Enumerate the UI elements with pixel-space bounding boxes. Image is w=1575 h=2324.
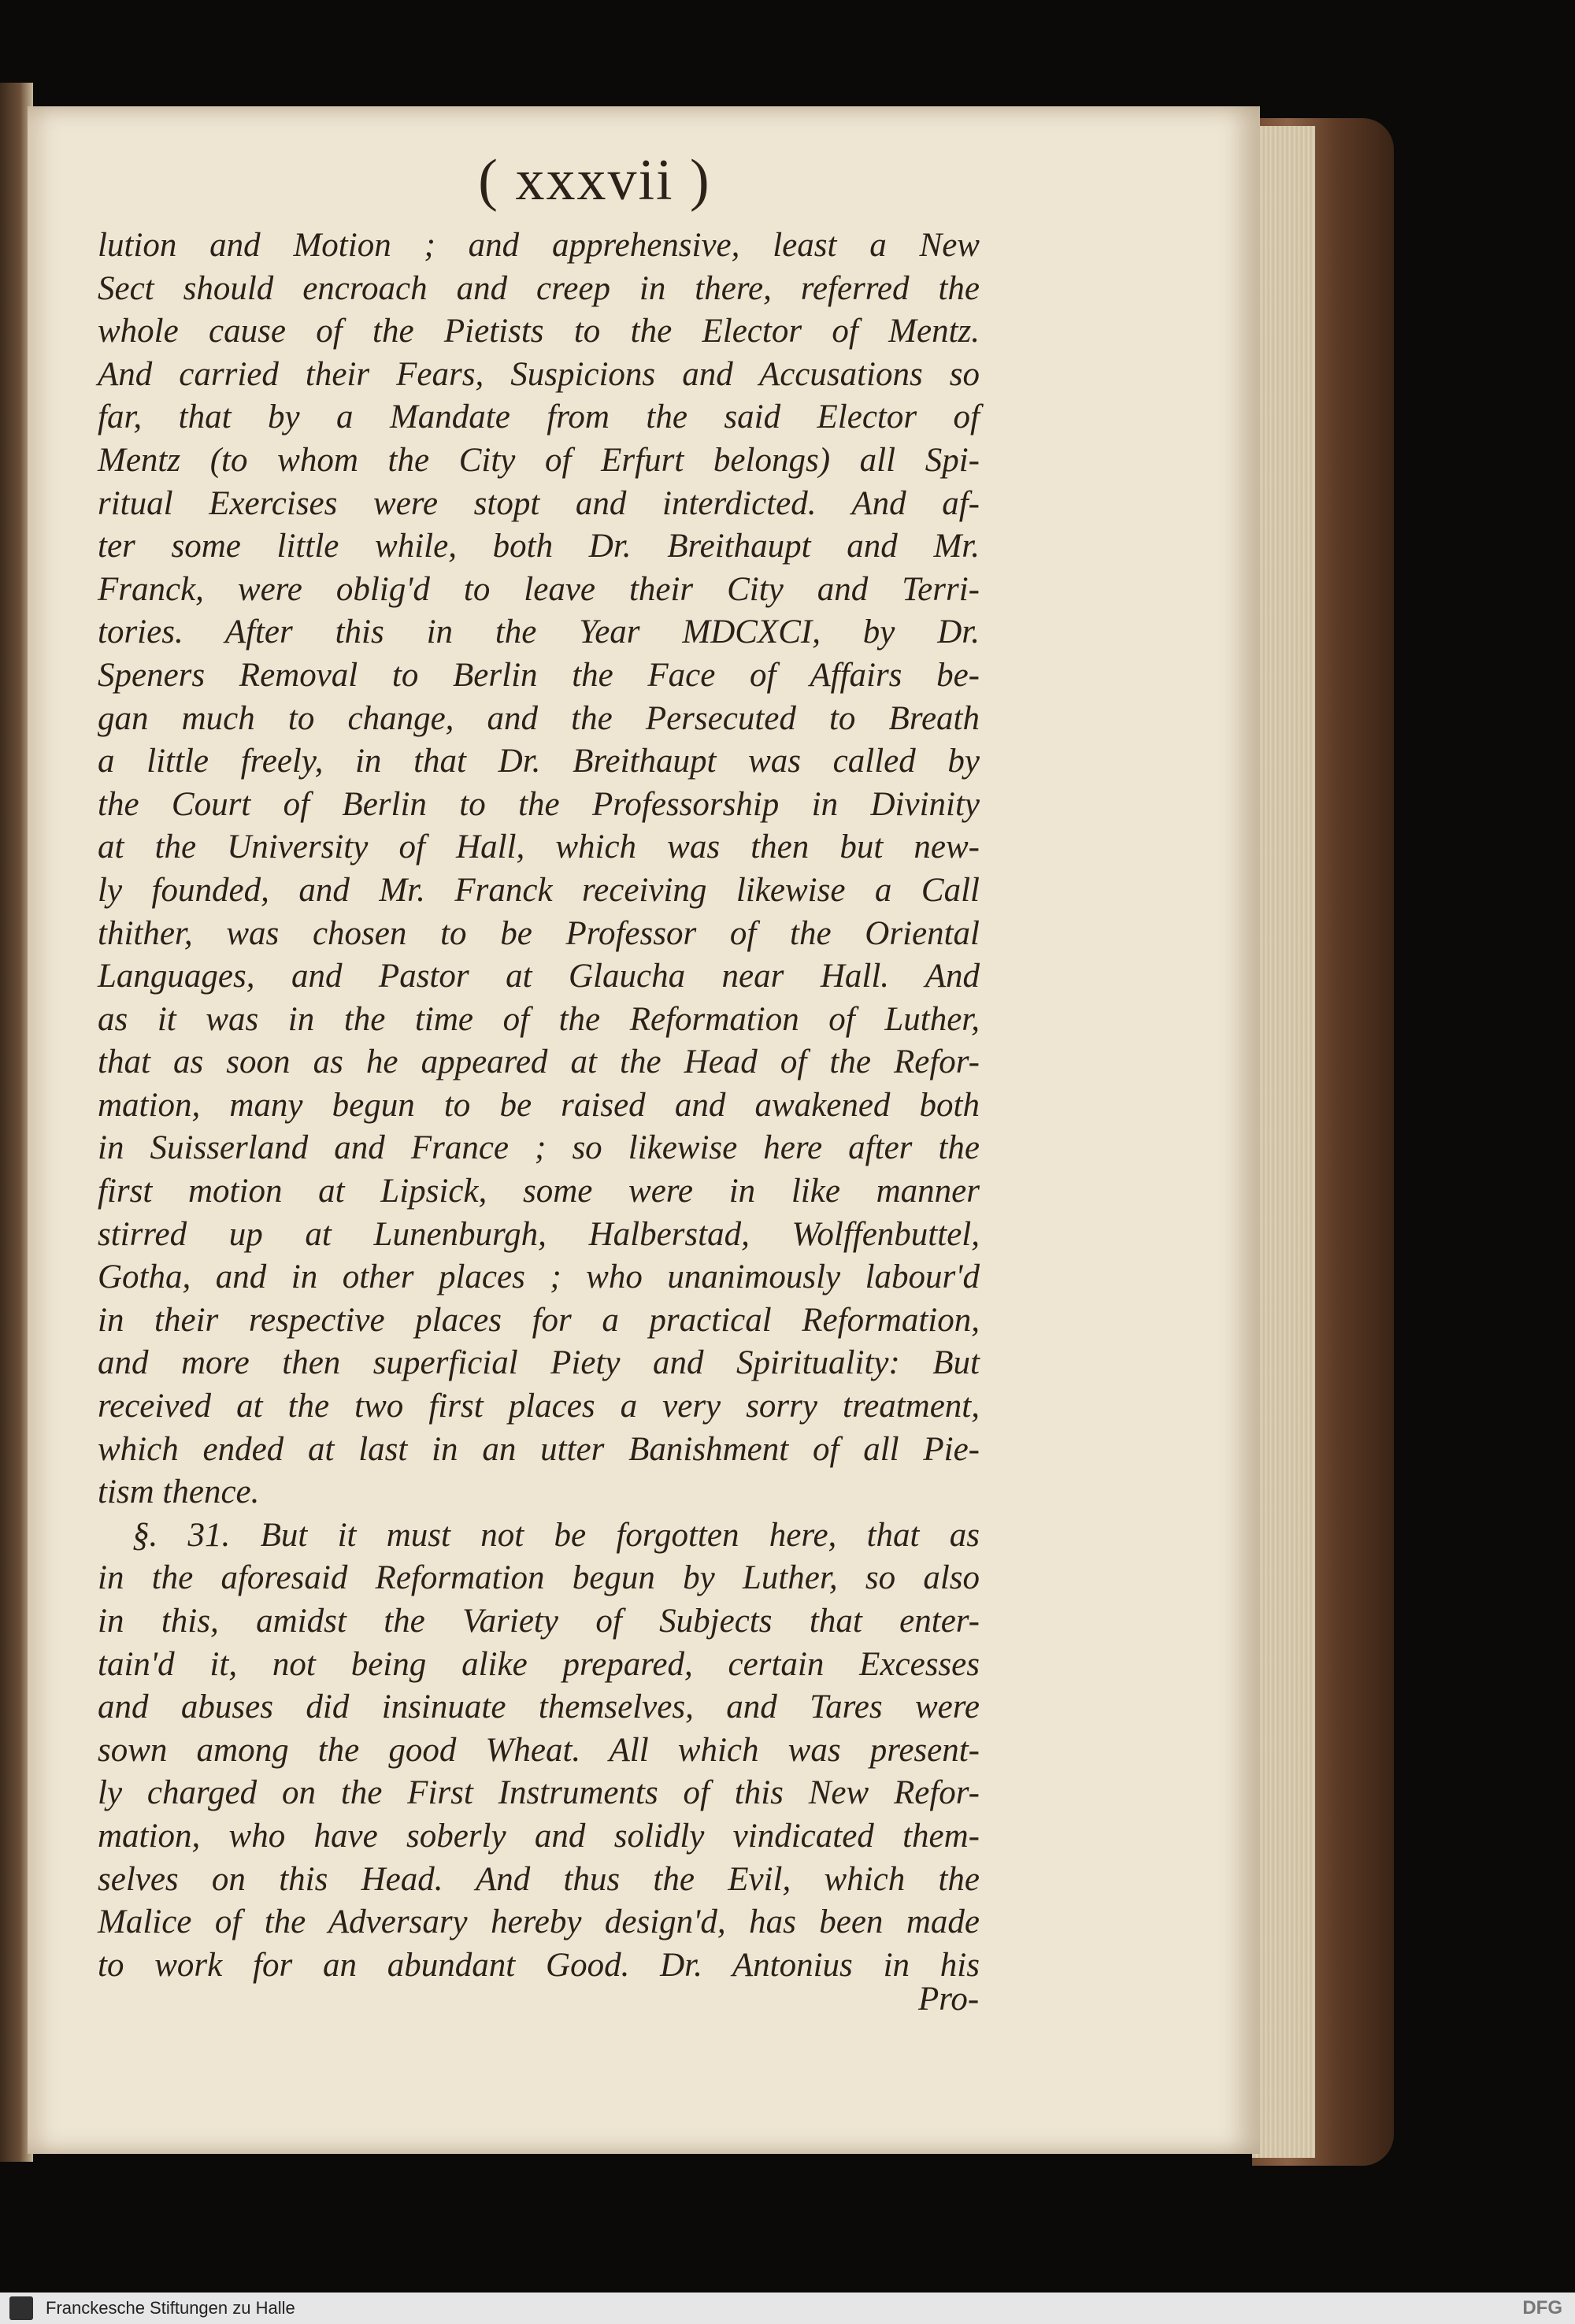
text-line: §. 31. But it must not be forgotten here, that as [132,1516,980,1554]
text-line: and more then superficial Piety and Spirituality: But [98,1344,980,1382]
footer-institution-label: Franckesche Stiftungen zu Halle [46,2298,295,2318]
page-number: ( xxxvii ) [478,148,711,213]
text-line: a little freely, in that Dr. Breithaupt was called by [98,743,980,780]
text-line: first motion at Lipsick, some were in like manner [98,1173,980,1210]
text-line: ly founded, and Mr. Franck receiving likewise a Call [98,871,980,909]
text-line: ly charged on the First Instruments of this New Refor- [98,1774,980,1812]
text-line: Malice of the Adversary hereby design'd, has been made [98,1903,980,1941]
text-line: lution and Motion ; and apprehensive, least a New [98,227,980,264]
text-line: the Court of Berlin to the Professorship in Divinity [98,785,980,823]
page-stack-edge [1252,126,1315,2158]
text-line: Franck, were oblig'd to leave their City and Terri- [98,570,980,608]
text-line: mation, many begun to be raised and awakened both [98,1086,980,1124]
text-line: received at the two first places a very sorry treatment, [98,1388,980,1425]
text-line: tism thence. [98,1473,260,1511]
text-line: Mentz (to whom the City of Erfurt belongs) all Spi- [98,441,980,479]
text-line: thither, was chosen to be Professor of the Oriental [98,914,980,952]
text-line: tories. After this in the Year MDCXCI, by Dr. [98,613,980,651]
text-line: stirred up at Lunenburgh, Halberstad, Wolffenbuttel, [98,1215,980,1253]
text-line: far, that by a Mandate from the said Elector of [98,398,980,436]
text-line: that as soon as he appeared at the Head of the Refor- [98,1043,980,1081]
text-line: And carried their Fears, Suspicions and Accusations so [98,355,980,393]
text-line: Gotha, and in other places ; who unanimously labour'd [98,1258,980,1296]
text-line: Sect should encroach and creep in there, referred the [98,269,980,307]
text-line: mation, who have soberly and solidly vindicated them- [98,1817,980,1855]
text-line: sown among the good Wheat. All which was present- [98,1731,980,1769]
body-text [98,224,980,1987]
catchword: Pro- [918,1981,980,2018]
text-line: ritual Exercises were stopt and interdicted. And af- [98,484,980,522]
text-line: selves on this Head. And thus the Evil, which the [98,1860,980,1898]
text-line: as it was in the time of the Reformation of Luther, [98,1000,980,1038]
text-line: gan much to change, and the Persecuted to Breath [98,699,980,737]
footer-bar [0,2292,1575,2324]
text-line: tain'd it, not being alike prepared, certain Excesses [98,1645,980,1683]
institution-logo-icon [9,2296,33,2320]
text-line: in their respective places for a practical Reformation, [98,1301,980,1339]
text-line: ter some little while, both Dr. Breithaupt and Mr. [98,528,980,565]
text-line: to work for an abundant Good. Dr. Antonius in his [98,1946,980,1984]
text-line: whole cause of the Pietists to the Elector of Mentz. [98,313,980,350]
text-line: in the aforesaid Reformation begun by Luther, so also [98,1559,980,1597]
text-line: Speners Removal to Berlin the Face of Affairs be- [98,656,980,694]
text-line: at the University of Hall, which was then but new- [98,828,980,866]
text-line: which ended at last in an utter Banishment of all Pie- [98,1430,980,1468]
text-line: in Suisserland and France ; so likewise here after the [98,1129,980,1167]
text-line: in this, amidst the Variety of Subjects that enter- [98,1603,980,1640]
text-line: and abuses did insinuate themselves, and Tares were [98,1688,980,1726]
text-line: Languages, and Pastor at Glaucha near Hall. And [98,958,980,995]
dfg-logo: DFG [1522,2297,1562,2318]
